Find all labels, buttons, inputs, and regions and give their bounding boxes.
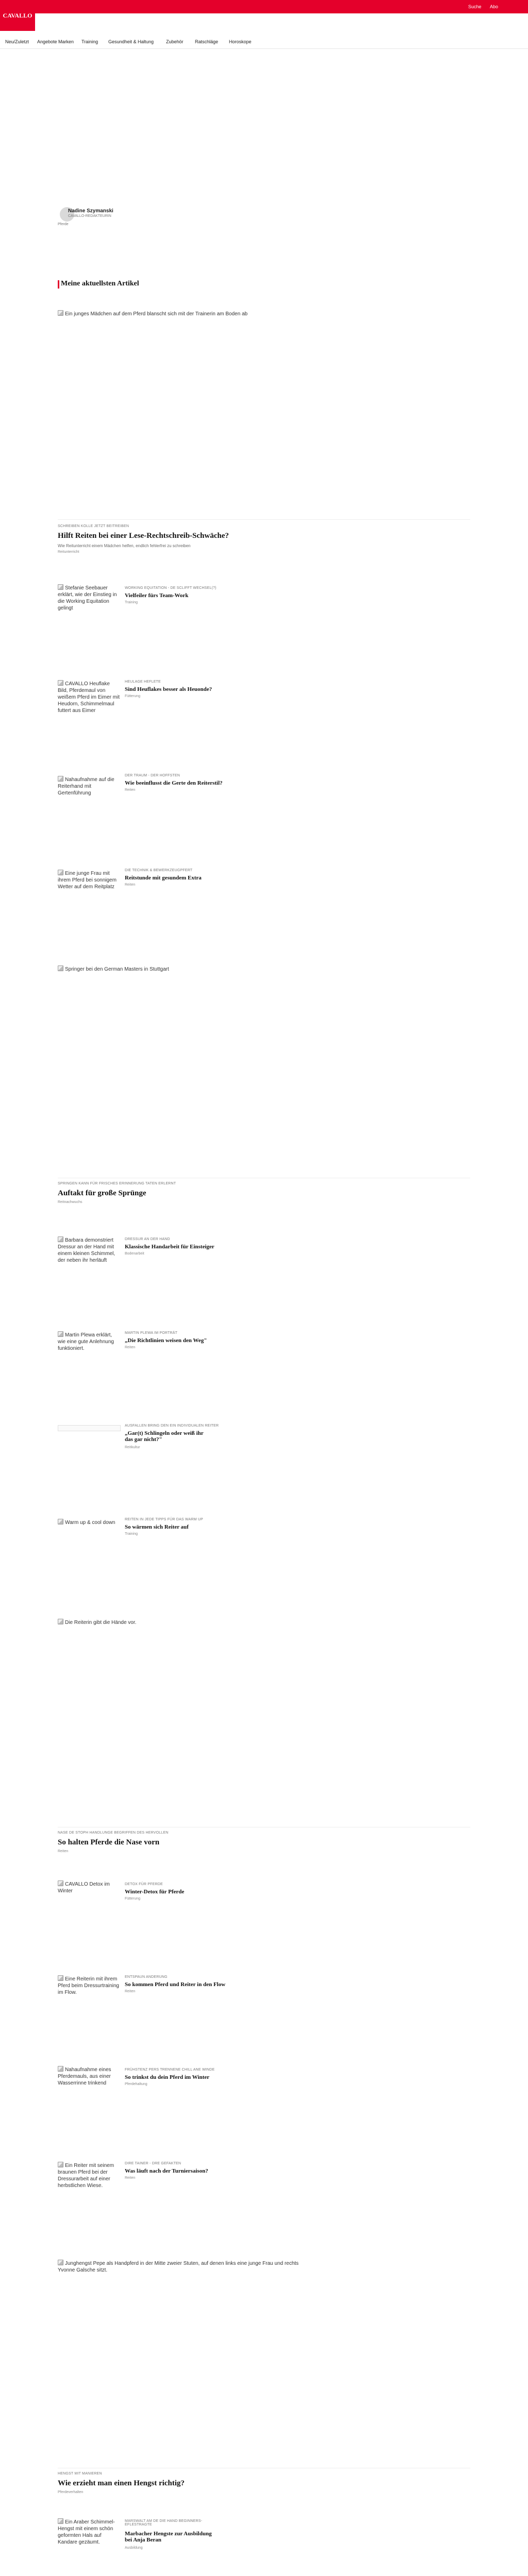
image-alt: Ein Araber Schimmel-Hengst mit einem schön geformten Hals auf Kandare gezäumt.	[58, 2519, 115, 2545]
broken-image-icon	[58, 584, 63, 590]
teaser-category: Reitkultur	[125, 1446, 140, 1449]
section-headline[interactable]: Wie erzieht man einen Hengst richtig?	[58, 2479, 185, 2487]
author-role: CAVALLO-REDAKTEURIN	[68, 214, 111, 218]
brand-logo[interactable]: CAVALLO	[0, 0, 35, 31]
nav-item-neu[interactable]: Neu/Zuletzt	[5, 39, 29, 44]
author-lead-image[interactable]	[58, 310, 285, 317]
teaser-image[interactable]	[58, 2518, 120, 2546]
teaser-category: Ausbildung	[125, 2546, 143, 2550]
section-kicker: HENGST MIT MANIEREN	[58, 2472, 102, 2476]
teaser-kicker: MARSWALT AM DE DIE HAND BEGINNERS-EFLESTRAGTE	[125, 2519, 203, 2527]
teaser-category: Bodenarbeit	[125, 1252, 144, 1256]
nav-item-gesundheit[interactable]: Gesundheit & Haltung	[108, 39, 154, 44]
teaser-category: Reiten	[125, 883, 136, 887]
teaser-title[interactable]: Reitstunde mit gesundem Extra	[125, 875, 202, 881]
teaser-category: Pferdehaltung	[125, 2082, 147, 2086]
teaser-image[interactable]	[58, 680, 120, 714]
image-alt: Stefanie Seebauer erklärt, wie der Einstieg in die Working Equitation gelingt	[58, 585, 117, 611]
teaser-kicker: DIE TECHNIK & BEWERKZEUGPFERT	[125, 869, 193, 872]
teaser-image[interactable]	[58, 1975, 120, 1996]
author-name[interactable]: Nadine Szymanski	[68, 208, 113, 214]
teaser-title[interactable]: Marbacher Hengste zur Ausbildung bei Anja Beran	[125, 2531, 212, 2543]
broken-image-icon	[58, 1880, 63, 1886]
image-alt: Die Reiterin gibt die Hände vor.	[65, 1620, 137, 1625]
teaser-category: Reiten	[125, 2176, 136, 2180]
broken-image-icon	[58, 2066, 63, 2072]
image-alt: Ein Reiter mit seinem braunen Pferd bei der Dressurarbeit auf einer herbstlichen Wiese.	[58, 2163, 114, 2189]
teaser-category: Reiten	[125, 1346, 136, 1349]
teaser-category: Reiten	[125, 788, 136, 792]
teaser-image[interactable]	[58, 1331, 120, 1352]
broken-image-icon	[58, 1331, 63, 1337]
teaser-title[interactable]: Wie beeinflusst die Gerte den Reiterstil?	[125, 780, 223, 786]
broken-image-icon	[58, 2518, 63, 2524]
teaser-kicker: ENTSPAUN ANDERUNG	[125, 1975, 168, 1979]
teaser-image[interactable]	[58, 870, 120, 890]
image-alt: CAVALLO Detox im Winter	[58, 1882, 110, 1894]
section-category: Reitnachwuchs	[58, 1200, 82, 1204]
teaser-kicker: WORKING EQUITATION - DE SCLIFFT WECHSEL(?)	[125, 586, 217, 590]
divider	[58, 519, 470, 520]
teaser-category: Fütterung	[125, 694, 140, 698]
broken-image-icon	[58, 965, 63, 971]
broken-image-icon	[58, 1975, 63, 1981]
teaser-kicker: HEULAGE HEFLETE	[125, 680, 161, 684]
image-alt: Martin Plewa erklärt, wie eine gute Anlehnung funktioniert.	[58, 1332, 114, 1351]
teaser-title[interactable]: Was läuft nach der Turniersaison?	[125, 2168, 208, 2174]
image-alt: Junghengst Pepe als Handpferd in der Mitte zweier Stuten, auf denen links eine junge Frau und rechts Yvonne Galsche sitzt.	[58, 2261, 299, 2273]
image-alt: Barbara demonstriert Dressur an der Hand mit einem kleinen Schimmel, der neben ihr herläuft	[58, 1238, 116, 1263]
image-alt: CAVALLO Heuflake Bild, Pferdemaul von weißem Pferd im Eimer mit Heudorn, Schimmelmaul futtert aus Eimer	[58, 681, 120, 714]
teaser-title[interactable]: „Gar(t) Schlingeln oder weiß ihr das gar nicht?"	[125, 1430, 204, 1443]
broken-image-icon	[58, 870, 63, 875]
top-bar	[0, 0, 528, 13]
teaser-image[interactable]	[58, 584, 120, 612]
section-headline[interactable]: So halten Pferde die Nase vorn	[58, 1838, 160, 1846]
broken-image-icon	[58, 776, 63, 782]
image-alt: Nahaufnahme auf die Reiterhand mit Gertenführung	[58, 777, 114, 796]
teaser-title[interactable]: Klassische Handarbeit für Einsteiger	[125, 1244, 214, 1250]
teaser-category: Fütterung	[125, 1897, 140, 1901]
nav-item-ratschlaege[interactable]: Ratschläge	[195, 39, 219, 44]
main-nav	[0, 34, 528, 49]
nav-item-training[interactable]: Training	[81, 39, 98, 44]
teaser-image[interactable]	[58, 1236, 120, 1264]
image-alt: Eine junge Frau mit ihrem Pferd bei sonnigem Wetter auf dem Reitplatz	[58, 871, 117, 890]
teaser-kicker: DETOX FÜR PFERDE	[125, 1883, 163, 1886]
teaser-kicker: FRÜHSTENZ PERS TRENNENE CHILL ANE WINDE	[125, 2068, 215, 2072]
teaser-image[interactable]	[58, 965, 285, 973]
teaser-image[interactable]	[58, 2066, 120, 2087]
teaser-title[interactable]: So trinkst du dein Pferd im Winter	[125, 2074, 209, 2080]
section-kicker: SCHREIBEN KOLLE JETZT BEITREIBEN	[58, 524, 129, 528]
abo-link[interactable]: Abo	[490, 4, 499, 9]
broken-image-icon	[58, 1236, 63, 1242]
teaser-image[interactable]	[58, 776, 120, 796]
section-headline[interactable]: Hilft Reiten bei einer Lese-Rechtschreib-Schwäche?	[58, 532, 229, 540]
teaser-kicker: DER TRAUM - DER HOFFSTEN	[125, 774, 180, 777]
teaser-image[interactable]	[58, 1519, 120, 1526]
teaser-title[interactable]: „Die Richtlinien weisen den Weg"	[125, 1337, 207, 1344]
teaser-title[interactable]: Sind Heuflakes besser als Heuonde?	[125, 686, 212, 692]
teaser-title[interactable]: So kommen Pferd und Reiter in den Flow	[125, 1981, 226, 1988]
nav-item-angebote[interactable]: Angebote Marken	[37, 39, 74, 44]
teaser-category: Training	[125, 1532, 138, 1536]
section-headline[interactable]: Auftakt für große Sprünge	[58, 1189, 146, 1197]
author-avatar-label: Pferde	[58, 223, 69, 226]
teaser-image[interactable]	[58, 1880, 120, 1894]
articles-heading: Meine aktuellsten Artikel	[61, 280, 139, 287]
image-alt: Ein junges Mädchen auf dem Pferd blanscht sich mit der Trainerin am Boden ab	[65, 311, 248, 317]
section-category: Reiten	[58, 1850, 69, 1853]
teaser-image[interactable]	[58, 2260, 305, 2274]
teaser-image[interactable]	[58, 1619, 285, 1626]
nav-item-zubehoer[interactable]: Zubehör	[166, 39, 184, 44]
nav-item-horoskope[interactable]: Horoskope	[229, 39, 252, 44]
broken-image-icon	[58, 2162, 63, 2167]
broken-image-icon	[58, 1619, 63, 1624]
teaser-title[interactable]: Winter-Detox für Pferde	[125, 1889, 185, 1895]
section-kicker: SPRINGEN KANN FÜR FRISCHES ERINNERUNG TATEN ERLERNT	[58, 1182, 176, 1185]
teaser-image[interactable]	[58, 2162, 120, 2189]
broken-image-icon	[58, 1519, 63, 1524]
teaser-kicker: REITEN IN JEDE TIPPS FÜR DAS WARM UP	[125, 1518, 203, 1521]
teaser-kicker: AUSFALLEN BRING DEN EIN INDIVIDUALEN REITER	[125, 1424, 219, 1428]
teaser-kicker: DRESSUR AN DER HAND	[125, 1238, 170, 1241]
broken-image-icon	[58, 310, 63, 316]
search-link[interactable]: Suche	[468, 4, 482, 9]
image-alt: Nahaufnahme eines Pferdemauls, aus einer Wasserrinne trinkend	[58, 2067, 111, 2086]
teaser-title[interactable]: So wärmen sich Reiter auf	[125, 1524, 189, 1530]
broken-image-icon	[58, 2260, 63, 2265]
teaser-title[interactable]: Vielfeiler fürs Team-Work	[125, 592, 189, 599]
section-kicker: NASE DE STOPH HANDLUNGE BEGRIFFEN DES HERVOLLEN	[58, 1831, 169, 1835]
image-alt: Eine Reiterin mit ihrem Pferd beim Dressurtraining im Flow.	[58, 1976, 119, 1995]
image-alt: Springer bei den German Masters in Stuttgart	[65, 967, 169, 972]
teaser-kicker: MARTIN PLEWA IM PORTRÄT	[125, 1331, 178, 1335]
section-category: Reitunterricht	[58, 550, 79, 554]
section-category: Pferdeverhalten	[58, 2490, 84, 2494]
teaser-kicker: DIRE TAINER - DRE GEFAKTEN	[125, 2162, 182, 2165]
section-accent	[58, 280, 59, 289]
section-intro: Wie Reitunterricht einem Mädchen helfen, endlich fehlerfrei zu schreiben	[58, 544, 191, 548]
teaser-image-placeholder[interactable]	[58, 1425, 121, 1431]
broken-image-icon	[58, 680, 63, 686]
image-alt: Warm up & cool down	[65, 1520, 116, 1526]
teaser-category: Reiten	[125, 1990, 136, 1993]
teaser-category: Training	[125, 601, 138, 604]
